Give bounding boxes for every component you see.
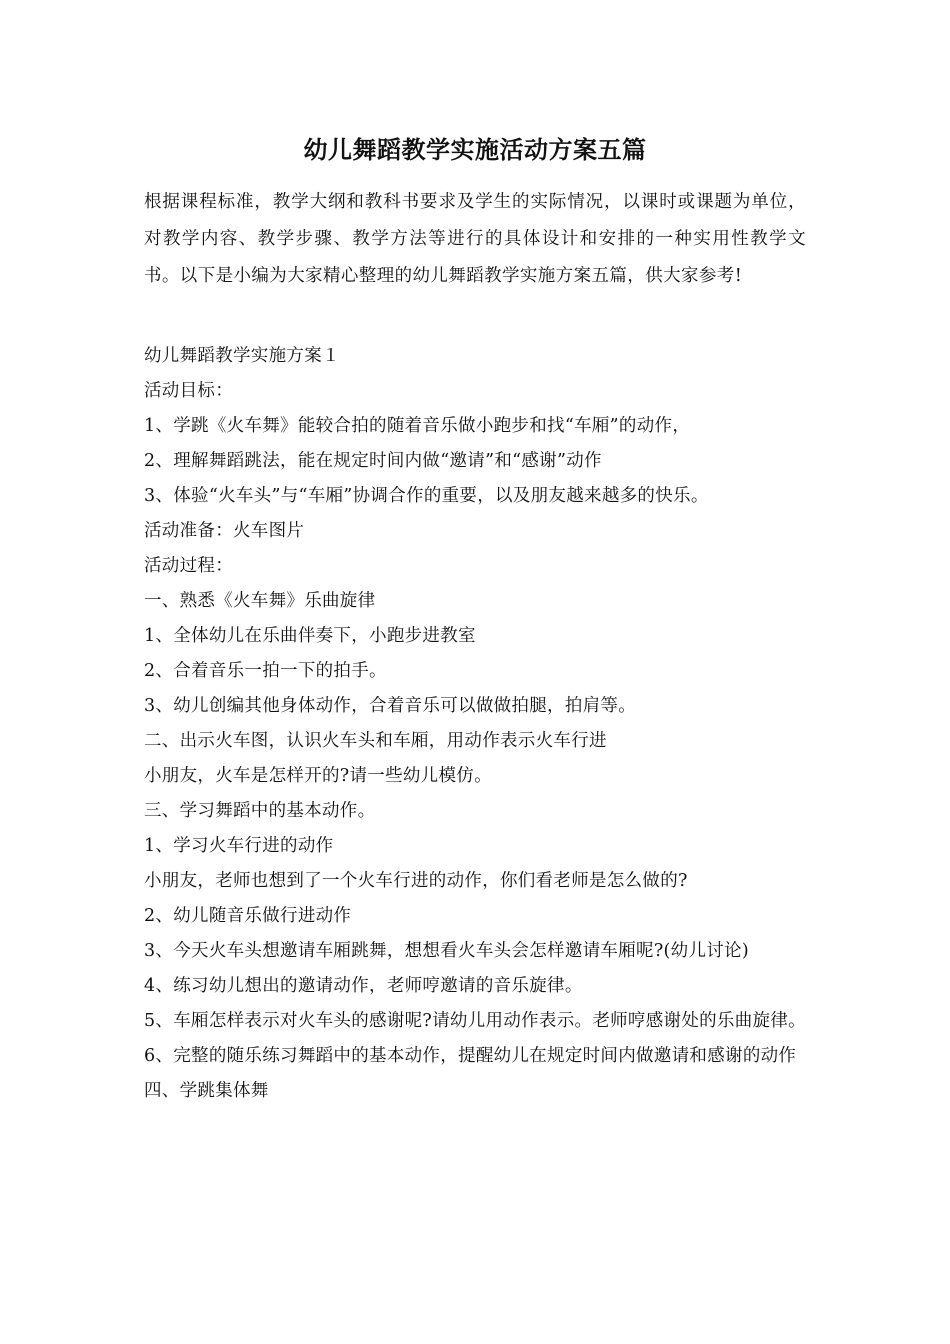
body-line: 小朋友，火车是怎样开的?请一些幼儿模仿。 <box>144 766 492 786</box>
body-line: 5、车厢怎样表示对火车头的感谢呢?请幼儿用动作表示。老师哼感谢处的乐曲旋律。 <box>144 1011 806 1031</box>
body-line: 6、完整的随乐练习舞蹈中的基本动作，提醒幼儿在规定时间内做邀请和感谢的动作 <box>144 1046 797 1066</box>
body-line: 活动目标： <box>144 381 233 401</box>
body-line: 一、熟悉《火车舞》乐曲旋律 <box>144 591 376 611</box>
document-body <box>144 339 806 1109</box>
body-line: 2、幼儿随音乐做行进动作 <box>144 906 352 926</box>
body-line: 小朋友，老师也想到了一个火车行进的动作，你们看老师是怎么做的? <box>144 871 688 891</box>
body-line: 二、出示火车图，认识火车头和车厢，用动作表示火车行进 <box>144 731 607 751</box>
body-line: 1、全体幼儿在乐曲伴奏下，小跑步进教室 <box>144 626 476 646</box>
body-line: 3、体验“火车头”与“车厢”协调合作的重要，以及朋友越来越多的快乐。 <box>144 486 709 506</box>
body-line: 活动准备：火车图片 <box>144 521 305 541</box>
body-line: 4、练习幼儿想出的邀请动作，老师哼邀请的音乐旋律。 <box>144 976 583 996</box>
section-heading: 幼儿舞蹈教学实施方案１ <box>144 346 340 366</box>
body-line: 1、学习火车行进的动作 <box>144 836 334 856</box>
body-line: 1、学跳《火车舞》能较合拍的随着音乐做小跑步和找“车厢”的动作， <box>144 416 691 436</box>
body-line: 2、合着音乐一拍一下的拍手。 <box>144 661 387 681</box>
body-line: 活动过程： <box>144 556 233 576</box>
paragraph-gap <box>144 295 806 339</box>
body-line: 3、幼儿创编其他身体动作，合着音乐可以做做拍腿，拍肩等。 <box>144 696 637 716</box>
body-line: 2、理解舞蹈跳法，能在规定时间内做“邀请”和“感谢”动作 <box>144 451 602 471</box>
body-line: 三、学习舞蹈中的基本动作。 <box>144 801 376 821</box>
document-title: 幼儿舞蹈教学实施活动方案五篇 <box>303 135 647 164</box>
body-line: 3、今天火车头想邀请车厢跳舞，想想看火车头会怎样邀请车厢呢?(幼儿讨论) <box>144 941 749 961</box>
body-line: 四、学跳集体舞 <box>144 1081 269 1101</box>
intro-paragraph: 根据课程标准，教学大纲和教科书要求及学生的实际情况，以课时或课题为单位，对教学内容、教学步骤、教学方法等进行的具体设计和安排的一种实用性教学文书。以下是小编为大家精心整理的幼儿舞蹈教学实施方案五篇，供大家参考! <box>144 192 806 286</box>
